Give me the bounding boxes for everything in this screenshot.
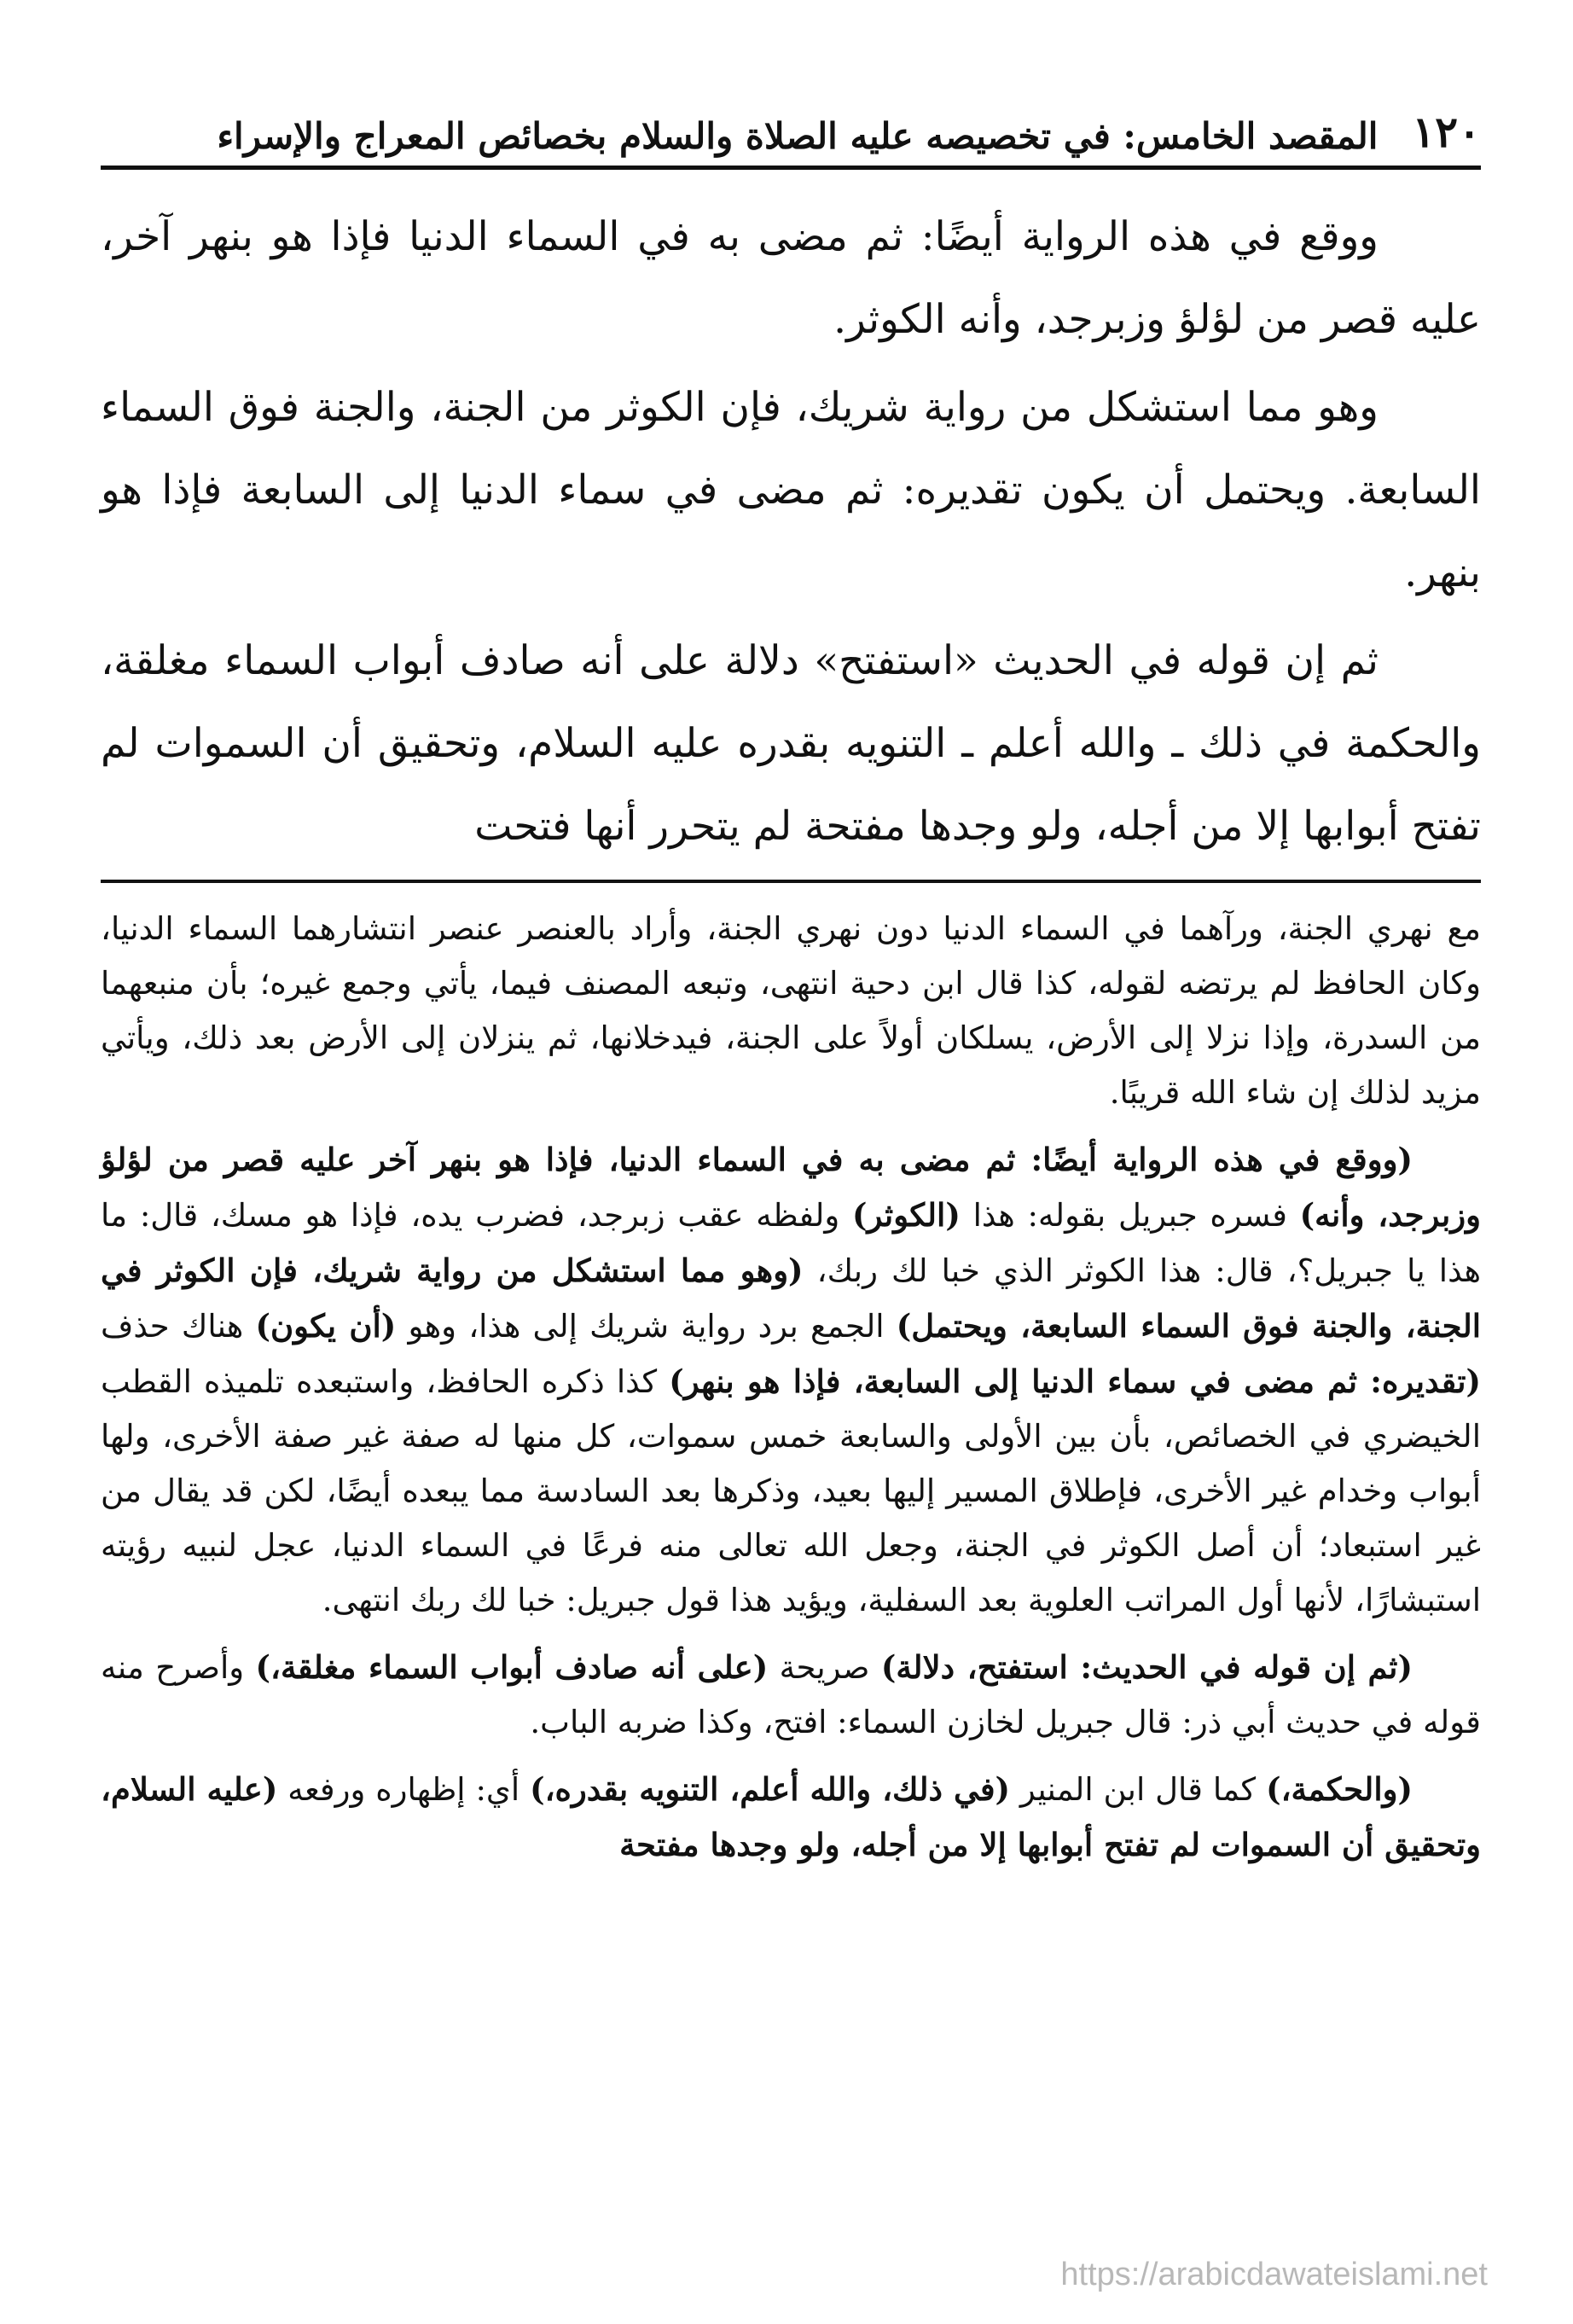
commentary-text: كذا ذكره الحافظ، واستبعده تلميذه القطب الخيضري في الخصائص، بأن بين الأولى والسابعة خمس سموات، كل منها له صفة غير صفة الأخرى، ولها أبواب وخدام غير الأخرى، فإطلاق المسير إليها بعيد، وذكرها بعد السادسة مما يبعده أيضًا، لكن قد يقال من غير استبعاد؛ أن أصل الكوثر في الجنة، وجعل الله تعالى منه فرعًا في السماء الدنيا، عجل لنبيه رؤيته استبشارًا، لأنها أول المراتب العلوية بعد السفلية، ويؤيد هذا قول جبريل: خبا لك ربك انتهى. [101,1363,1481,1618]
quoted-text: (على أنه صادف أبواب السماء مغلقة،) [255,1648,769,1686]
main-paragraph-2: وهو مما استشكل من رواية شريك، فإن الكوثر من الجنة، والجنة فوق السماء السابعة. ويحتمل أن يكون تقديره: ثم مضى في سماء الدنيا إلى السابعة فإذا هو بنهر. [101,384,1481,596]
commentary-paragraph-4 [101,1762,1481,1873]
commentary-text: صريحة [768,1649,881,1686]
commentary-text: كما قال ابن المنير [1010,1771,1267,1808]
quoted-text: (عليه السلام، وتحقيق أن السموات لم تفتح أبوابها إلا من أجله، ولو وجدها مفتحة [101,1770,1481,1863]
main-text [101,195,1481,868]
commentary-text: الجمع برد رواية شريك إلى هذا، وهو [396,1308,897,1345]
quoted-text: (ووقع في هذه الرواية أيضًا: ثم مضى به في السماء الدنيا، فإذا هو بنهر آخر عليه قصر من لؤلؤ وزبرجد، وأنه) [101,1141,1481,1234]
commentary-paragraph-2 [101,1132,1481,1628]
quoted-text: (تقديره: ثم مضى في سماء الدنيا إلى السابعة، فإذا هو بنهر) [669,1362,1482,1400]
commentary-paragraph-1: مع نهري الجنة، ورآهما في السماء الدنيا دون نهري الجنة، وأراد بالعنصر عنصر انتشارهما السماء الدنيا، وكان الحافظ لم يرتضه لقوله، كذا قال ابن دحية انتهى، وتبعه المصنف فيما، يأتي وجمع غيره؛ بأن منبعهما من السدرة، وإذا نزلا إلى الأرض، يسلكان أولاً على الجنة، فيدخلانها، ثم ينزلان إلى الأرض بعد ذلك، ويأتي مزيد لذلك إن شاء الله قريبًا. [101,910,1481,1111]
quoted-text: (والحكمة،) [1266,1770,1413,1808]
commentary-text: أي: إظهاره ورفعه [277,1771,531,1808]
quoted-text: (وهو مما استشكل من رواية شريك، فإن الكوثر في الجنة، والجنة فوق السماء السابعة، ويحتمل) [101,1252,1482,1345]
quoted-text: (الكوثر) [852,1196,961,1234]
page-header [101,94,1481,170]
running-title: المقصد الخامس: في تخصيصه عليه الصلاة والسلام بخصائص المعراج والإسراء [217,115,1379,157]
book-page [101,94,1481,1885]
commentary-divider [101,880,1481,883]
main-paragraph-3: ثم إن قوله في الحديث «استفتح» دلالة على أنه صادف أبواب السماء مغلقة، والحكمة في ذلك ـ والله أعلم ـ التنويه بقدره عليه السلام، وتحقيق أن السموات لم تفتح أبوابها إلا من أجله، ولو وجدها مفتحة لم يتحرر أنها فتحت [101,637,1481,850]
commentary-text: هناك حذف [101,1308,256,1345]
commentary-paragraph-3 [101,1640,1481,1750]
commentary-text: وأصرح منه قوله في حديث أبي ذر: قال جبريل لخازن السماء: افتح، وكذا ضربه الباب. [101,1649,1481,1740]
commentary-section [101,902,1481,1873]
main-paragraph-1: ووقع في هذه الرواية أيضًا: ثم مضى به في السماء الدنيا فإذا هو بنهر آخر، عليه قصر من لؤلؤ وزبرجد، وأنه الكوثر. [101,213,1481,343]
quoted-text: (في ذلك، والله أعلم، التنويه بقدره،) [530,1770,1011,1808]
commentary-text: ولفظه عقب زبرجد، فضرب يده، فإذا هو مسك، قال: ما هذا يا جبريل؟، قال: هذا الكوثر الذي خبا لك ربك، [101,1197,1482,1289]
quoted-text: (ثم إن قوله في الحديث: استفتح، دلالة) [880,1648,1413,1686]
watermark-url: https://arabicdawateislami.net [1060,2257,1488,2292]
commentary-text: فسره جبريل بقوله: هذا [960,1197,1300,1234]
page-number: ١٢٠ [1412,107,1481,157]
quoted-text: (أن يكون) [255,1307,397,1345]
